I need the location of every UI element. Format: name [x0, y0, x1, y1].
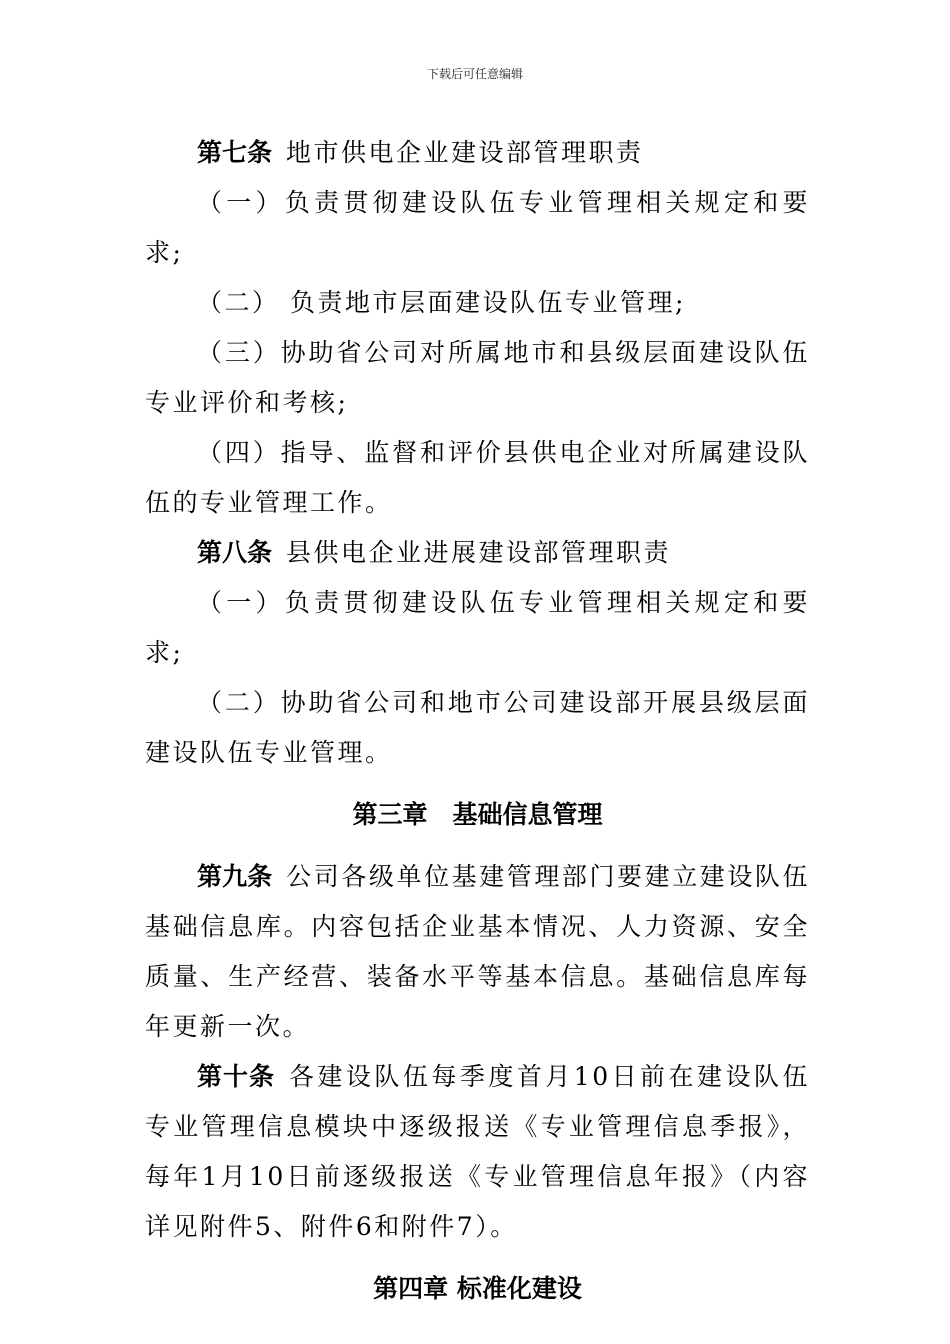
chapter-3-title: 第三章 基础信息管理 [352, 800, 603, 829]
article-8-heading [145, 528, 810, 578]
article-9-text: 公司各级单位基建管理部门要建立建设队伍基础信息库。内容包括企业基本情况、人力资源、安全质量、生产经营、装备水平等基本信息。基础信息库每年更新一次。 [145, 862, 810, 1041]
article-9-label: 第九条 [197, 862, 273, 891]
article-9 [145, 852, 810, 1052]
article-8-title: 县供电企业进展建设部管理职责 [286, 538, 672, 567]
page-header: 下载后可任意编辑 [426, 67, 523, 81]
article-10-text: 各建设队伍每季度首月10日前在建设队伍专业管理信息模块中逐级报送《专业管理信息季报》，每年1月10日前逐级报送《专业管理信息年报》（内容详见附件5、附件6和附件7）。 [145, 1062, 810, 1241]
article-7-item-2: （二） 负责地市层面建设队伍专业管理; [197, 288, 686, 317]
article-8-label: 第八条 [197, 538, 273, 567]
article-7-item-4: （四）指导、监督和评价县供电企业对所属建设队伍的专业管理工作。 [145, 438, 810, 517]
article-7-item-3: （三）协助省公司对所属地市和县级层面建设队伍专业评价和考核; [145, 338, 810, 417]
article-10 [145, 1052, 810, 1252]
article-10-label: 第十条 [197, 1062, 275, 1091]
article-7-label: 第七条 [197, 138, 273, 167]
article-8-item-1: （一）负责贯彻建设队伍专业管理相关规定和要求; [145, 588, 810, 667]
article-7-item-1: （一）负责贯彻建设队伍专业管理相关规定和要求; [145, 188, 810, 267]
article-8-item-2: （二）协助省公司和地市公司建设部开展县级层面建设队伍专业管理。 [145, 688, 810, 767]
article-7-heading [145, 128, 810, 178]
article-7-title: 地市供电企业建设部管理职责 [286, 138, 644, 167]
document-body [145, 128, 810, 1314]
chapter-4-title: 第四章 标准化建设 [373, 1274, 582, 1303]
